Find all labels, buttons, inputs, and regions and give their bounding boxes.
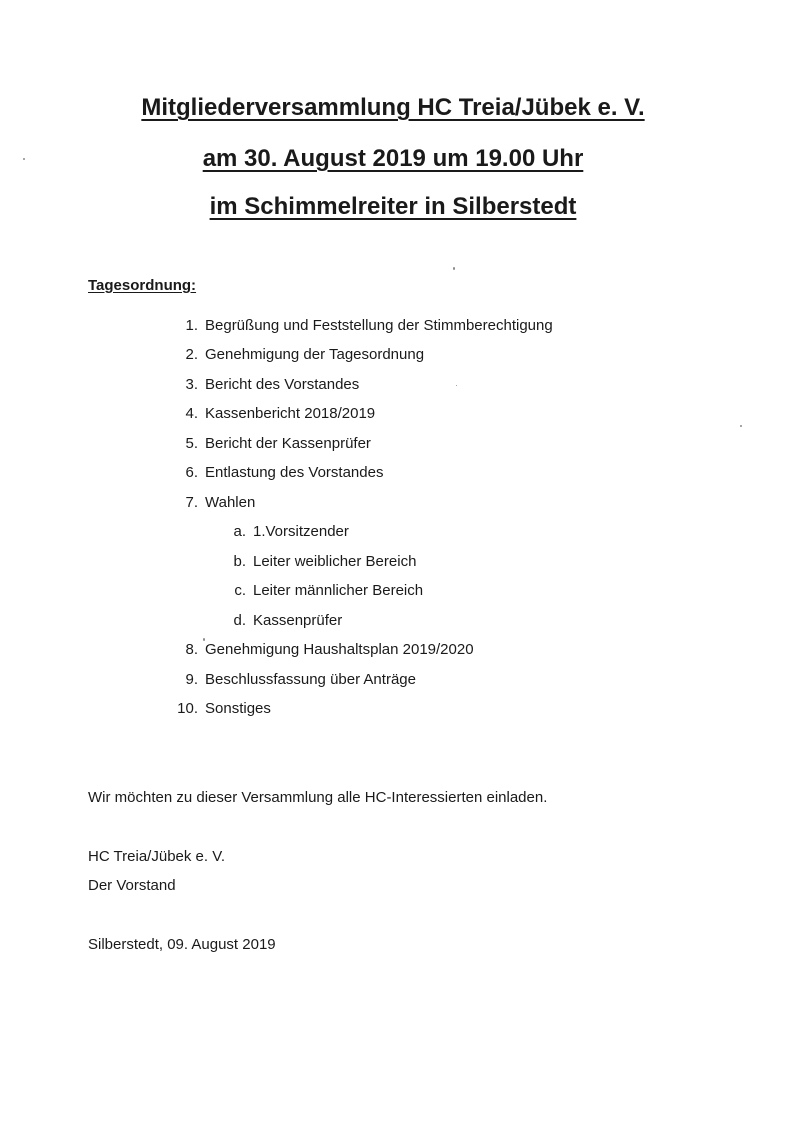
agenda-item-number: 7. <box>185 494 198 511</box>
agenda-item-label: Kassenbericht 2018/2019 <box>205 405 376 422</box>
agenda-item-label: Sonstiges <box>205 700 271 717</box>
agenda-item <box>170 435 371 452</box>
agenda-subitem-letter: c. <box>234 582 246 599</box>
agenda-subitem <box>222 553 416 570</box>
agenda-item <box>170 671 416 688</box>
agenda-subitem-label: Kassenprüfer <box>253 612 343 629</box>
agenda-item <box>170 346 424 363</box>
agenda-item <box>170 641 474 658</box>
agenda-subitem-letter: d. <box>233 612 246 629</box>
agenda-item-label: Begrüßung und Feststellung der Stimmberechtigung <box>205 317 553 334</box>
title-line-2: am 30. August 2019 um 19.00 Uhr <box>202 145 584 172</box>
agenda-item-number: 3. <box>185 376 198 393</box>
invitation-text: Wir möchten zu dieser Versammlung alle HC-Interessierten einladen. <box>88 789 548 806</box>
agenda-item-number: 5. <box>185 435 198 452</box>
scan-speck <box>203 638 205 641</box>
place-and-date: Silberstedt, 09. August 2019 <box>88 936 276 953</box>
agenda-item-number: 6. <box>185 464 198 481</box>
agenda-item-number: 1. <box>185 317 198 334</box>
agenda-item-label: Entlastung des Vorstandes <box>205 464 384 481</box>
agenda-subitem <box>222 523 349 540</box>
agenda-subitem <box>222 582 423 599</box>
agenda-item-number: 10. <box>177 700 198 717</box>
agenda-item-label: Genehmigung der Tagesordnung <box>205 346 425 363</box>
agenda-item <box>170 464 383 481</box>
signature-organization: HC Treia/Jübek e. V. <box>88 848 226 865</box>
agenda-heading: Tagesordnung: <box>88 277 197 294</box>
agenda-item <box>170 405 375 422</box>
agenda-item-label: Bericht der Kassenprüfer <box>205 435 371 452</box>
scan-speck <box>23 158 25 160</box>
agenda-subitem-label: 1.Vorsitzender <box>253 523 349 540</box>
agenda-subitem-letter: b. <box>233 553 246 570</box>
agenda-item-number: 8. <box>185 641 198 658</box>
agenda-item-number: 4. <box>185 405 198 422</box>
agenda-item-label: Beschlussfassung über Anträge <box>205 671 416 688</box>
agenda-item <box>170 317 553 334</box>
agenda-subitem-label: Leiter männlicher Bereich <box>253 582 424 599</box>
agenda-item-label: Wahlen <box>205 494 256 511</box>
title-line-1: Mitgliederversammlung HC Treia/Jübek e. V. <box>141 94 645 121</box>
agenda-item-label: Genehmigung Haushaltsplan 2019/2020 <box>205 641 474 658</box>
agenda-item-number: 9. <box>185 671 198 688</box>
agenda-item <box>170 376 359 393</box>
agenda-subitem-letter: a. <box>233 523 246 540</box>
scan-speck <box>453 267 455 270</box>
agenda-subitem-label: Leiter weiblicher Bereich <box>253 553 417 570</box>
scan-speck <box>456 385 457 386</box>
title-line-3: im Schimmelreiter in Silberstedt <box>209 193 577 220</box>
agenda-subitem <box>222 612 342 629</box>
scan-speck <box>740 425 742 427</box>
agenda-item <box>170 494 255 511</box>
agenda-item-label: Bericht des Vorstandes <box>205 376 360 393</box>
agenda-item <box>170 700 271 717</box>
agenda-item-number: 2. <box>185 346 198 363</box>
signature-board: Der Vorstand <box>88 877 176 894</box>
